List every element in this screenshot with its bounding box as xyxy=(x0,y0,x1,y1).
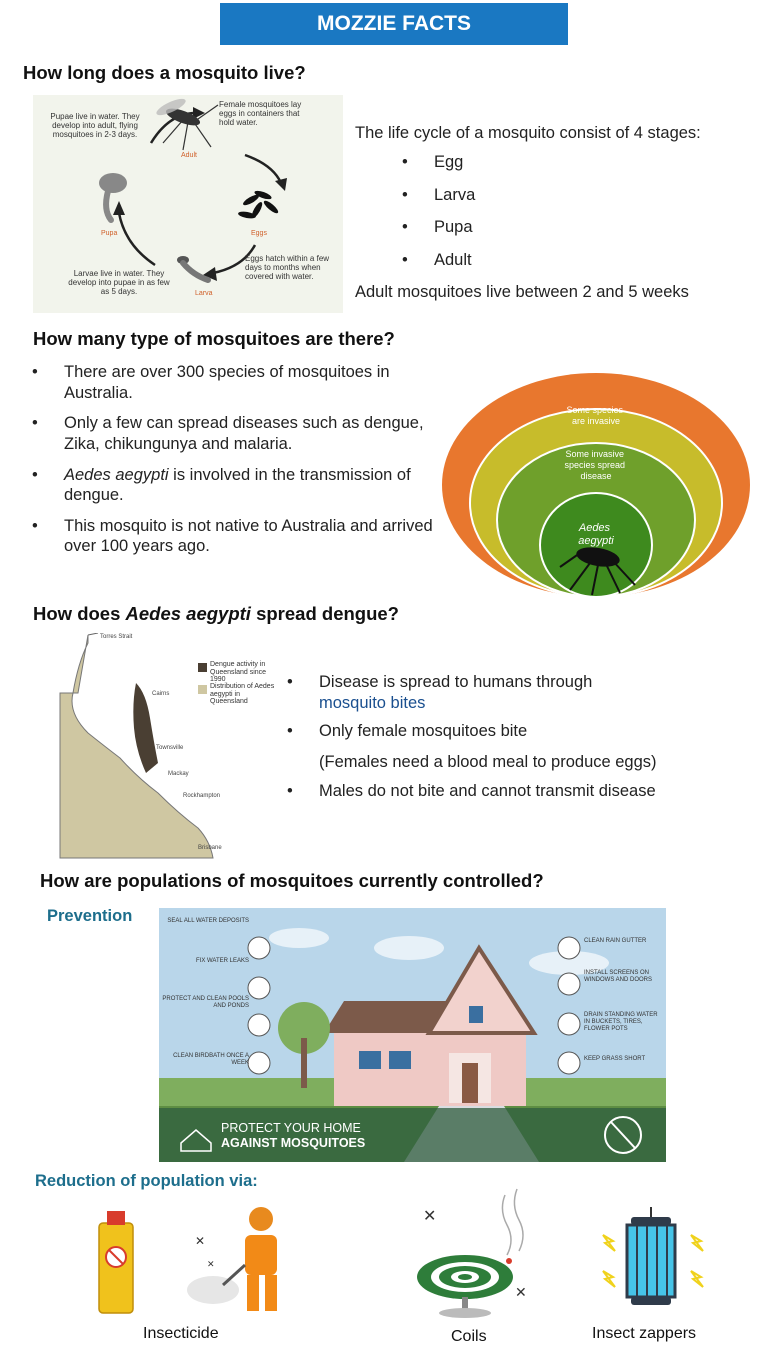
protect-home-banner xyxy=(221,1121,365,1151)
adult-lifespan: Adult mosquitoes live between 2 and 5 weeks xyxy=(355,283,689,301)
town-label: Rockhampton xyxy=(183,793,221,799)
prevention-infographic xyxy=(159,908,666,1162)
spark-icon xyxy=(691,1271,703,1287)
town-label: Torres Strait xyxy=(100,634,133,640)
insecticide-illustration xyxy=(95,1205,310,1317)
list-item: • Adult xyxy=(402,250,602,271)
queensland-map xyxy=(48,633,278,863)
list-item: • There are over 300 species of mosquitoes in Australia. xyxy=(32,362,437,403)
fly-icon: ✕ xyxy=(423,1206,437,1225)
birdbath-icon xyxy=(248,1052,270,1074)
map-legend-distribution: Distribution of Aedes aegypti in Queensland xyxy=(210,683,275,706)
legend-swatch-distribution xyxy=(198,685,207,694)
fly-icon: ✕ xyxy=(515,1285,527,1301)
larva-label: Larva xyxy=(195,290,213,297)
mosquito-icon: ✕ xyxy=(207,1260,215,1270)
zapper-illustration xyxy=(595,1205,713,1315)
eggs-icon xyxy=(238,189,280,219)
species-circles-diagram xyxy=(440,335,752,597)
protect-line-1: PROTECT YOUR HOME xyxy=(221,1121,361,1135)
arrow-head-icon xyxy=(275,178,287,191)
third-label-1: Some invasive xyxy=(565,449,625,459)
insecticide-caption: Insecticide xyxy=(143,1325,219,1342)
arrow-head-icon xyxy=(113,201,125,215)
tip-birdbath: CLEAN BIRDBATH ONCE A WEEK xyxy=(173,1053,249,1066)
town-label: Mackay xyxy=(168,771,189,777)
eggs-label: Eggs xyxy=(251,230,267,237)
town-label: Cairns xyxy=(152,691,170,697)
list-item: • Egg xyxy=(402,152,602,173)
bottle-icon xyxy=(248,937,270,959)
list-item: • Larva xyxy=(402,185,602,206)
eggs-note: Eggs hatch within a few days to months when covered with water. xyxy=(245,254,330,281)
gutter-icon xyxy=(558,937,580,959)
list-item: • Disease is spread to humans through mosquito bites xyxy=(287,672,727,713)
coils-illustration xyxy=(405,1185,565,1323)
stage-list xyxy=(402,152,602,283)
tip-screens: INSTALL SCREENS ON WINDOWS AND DOORS xyxy=(584,970,653,983)
spark-icon xyxy=(691,1235,703,1251)
zappers-caption: Insect zappers xyxy=(592,1325,697,1342)
list-item: • This mosquito is not native to Australia and arrived over 100 years ago. xyxy=(32,516,437,557)
third-label-3: disease xyxy=(580,471,612,481)
list-item: • Males do not bite and cannot transmit disease xyxy=(287,781,727,802)
second-circle-label xyxy=(566,405,625,426)
tip-seal-water: SEAL ALL WATER DEPOSITS xyxy=(167,918,249,924)
dengue-list xyxy=(287,672,727,811)
mosquito-icon: ✕ xyxy=(195,1234,206,1248)
inner-label-2: aegypti xyxy=(578,535,614,547)
town-label: Brisbane xyxy=(198,845,222,851)
species-list xyxy=(32,362,437,567)
protect-line-2: AGAINST MOSQUITOES xyxy=(221,1136,366,1150)
coils-caption: Coils xyxy=(451,1328,487,1345)
screen-icon xyxy=(558,973,580,995)
inner-label-1: Aedes xyxy=(578,522,611,534)
mosquito-bites-text: mosquito bites xyxy=(319,693,426,712)
worker-suit-icon xyxy=(245,1235,277,1275)
inner-circle-label xyxy=(578,522,614,547)
arrow-icon xyxy=(119,213,155,265)
outer-label-1: 300+ xyxy=(584,351,605,361)
map-legend-dengue: Dengue activity in Queensland since 1990 xyxy=(210,661,267,684)
second-label-2: are invasive xyxy=(571,416,621,426)
spark-icon xyxy=(603,1235,615,1251)
page-title: MOZZIE FACTS xyxy=(317,12,471,35)
life-cycle-intro: The life cycle of a mosquito consist of 4 stages: xyxy=(355,124,701,142)
bucket-icon xyxy=(558,1013,580,1035)
second-label-1: Some species xyxy=(566,405,624,415)
third-label-2: species spread xyxy=(564,460,626,470)
prevention-heading: Prevention xyxy=(47,907,133,925)
larva-icon xyxy=(177,256,208,280)
pool-icon xyxy=(248,1014,270,1036)
list-item: • Only a few can spread diseases such as dengue, Zika, chikungunya and malaria. xyxy=(32,413,437,454)
tip-drain-water: DRAIN STANDING WATER IN BUCKETS, TIRES, FLOWER POTS xyxy=(584,1012,658,1032)
reduction-heading: Reduction of population via: xyxy=(35,1172,258,1190)
tip-keep-grass-short: KEEP GRASS SHORT xyxy=(584,1056,646,1062)
page-title-banner xyxy=(220,3,568,45)
lawnmower-icon xyxy=(558,1052,580,1074)
town-label: Townsville xyxy=(156,745,184,751)
section2-heading: How many type of mosquitoes are there? xyxy=(33,328,395,349)
section3-heading: How does Aedes aegypti spread dengue? xyxy=(33,603,399,624)
adult-note: Female mosquitoes lay eggs in containers that hold water. xyxy=(219,100,302,127)
outer-circle-label xyxy=(569,351,624,372)
adult-mosquito-icon xyxy=(154,96,218,150)
pupa-label: Pupa xyxy=(101,230,118,237)
outer-label-2: types/species xyxy=(568,362,624,372)
section4-heading: How are populations of mosquitoes currently controlled? xyxy=(40,870,544,891)
pupa-note: Pupae live in water. They develop into adult, flying mosquitoes in 2-3 days. xyxy=(50,112,140,139)
larva-note: Larvae live in water. They develop into pupae in as few as 5 days. xyxy=(68,269,170,296)
worker-helmet-icon xyxy=(249,1207,273,1231)
list-item: • Pupa xyxy=(402,217,602,238)
adult-label: Adult xyxy=(181,152,197,159)
list-item: • Aedes aegypti is involved in the transmission of dengue. xyxy=(32,465,437,506)
life-cycle-diagram xyxy=(33,95,343,313)
tip-fix-leaks: FIX WATER LEAKS xyxy=(195,958,249,964)
spark-icon xyxy=(603,1271,615,1287)
legend-swatch-dengue xyxy=(198,663,207,672)
tip-rain-gutter: CLEAN RAIN GUTTER xyxy=(584,938,647,944)
section1-heading: How long does a mosquito live? xyxy=(23,62,306,83)
faucet-icon xyxy=(248,977,270,999)
arrow-icon xyxy=(245,155,281,183)
list-item: • Only female mosquitoes bite (Females need a blood meal to produce eggs) xyxy=(287,721,727,772)
tip-clean-pools: PROTECT AND CLEAN POOLS AND PONDS xyxy=(162,996,249,1009)
